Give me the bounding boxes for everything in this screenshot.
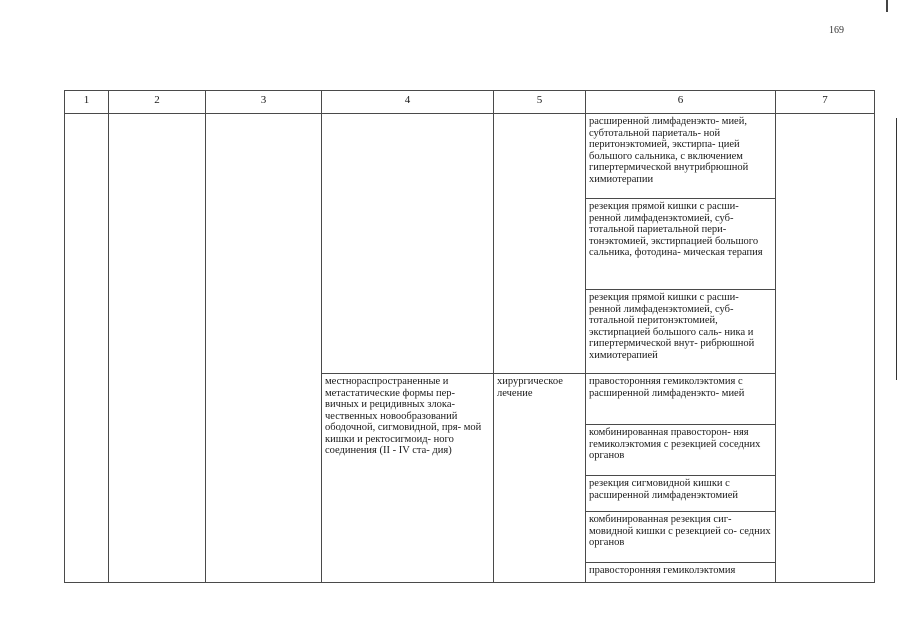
cell-col-5: хирургическое лечение [494,374,586,583]
medical-care-table [64,90,875,583]
cell-col-6: резекция сигмовидной кишки с расширенной лимфаденэктомией [586,476,776,512]
scan-edge-line [896,118,897,380]
header-col-1: 1 [65,91,109,114]
header-col-4: 4 [322,91,494,114]
cell-col-6: комбинированная резекция сиг- мовидной кишки с резекцией со- седних органов [586,512,776,563]
cell-col-4 [322,114,494,374]
cell-col-3 [206,114,322,583]
header-col-6: 6 [586,91,776,114]
cell-col-7 [776,114,875,583]
page-number: 169 [829,25,844,36]
cell-col-6: расширенной лимфаденэкто- мией, субтотальной париеталь- ной перитонэктомией, экстирпа- цией большого сальника, с включением гипертермической внутрибрюшной химиотерапии [586,114,776,199]
header-row [65,91,875,114]
cell-col-6: правосторонняя гемиколэктомия с расширенной лимфаденэкто- мией [586,374,776,425]
cell-col-6: правосторонняя гемиколэктомия [586,563,776,583]
cell-col-2 [109,114,206,583]
cell-col-5 [494,114,586,374]
cell-col-1 [65,114,109,583]
header-col-5: 5 [494,91,586,114]
cell-col-6: резекция прямой кишки с расши- ренной лимфаденэктомией, суб- тотальной париетальной пери- тонэктомией, экстирпацией большого сальника, фотодина- мическая терапия [586,199,776,290]
header-col-2: 2 [109,91,206,114]
header-col-7: 7 [776,91,875,114]
header-col-3: 3 [206,91,322,114]
cell-col-4: местнораспространенные и метастатические формы пер- вичных и рецидивных злока- чественных новообразований ободочной, сигмовидной, пря- мой кишки и ректосигмоид- ного соединения (II - IV ста- дия) [322,374,494,583]
table-row [65,114,875,199]
scan-edge-mark [886,0,888,12]
cell-col-6: резекция прямой кишки с расши- ренной лимфаденэктомией, суб- тотальной перитонэктомией, экстирпацией большого саль- ника и гипертермической внут- рибрюшной химиотерапией [586,290,776,374]
cell-col-6: комбинированная правосторон- няя гемиколэктомия с резекцией соседних органов [586,425,776,476]
